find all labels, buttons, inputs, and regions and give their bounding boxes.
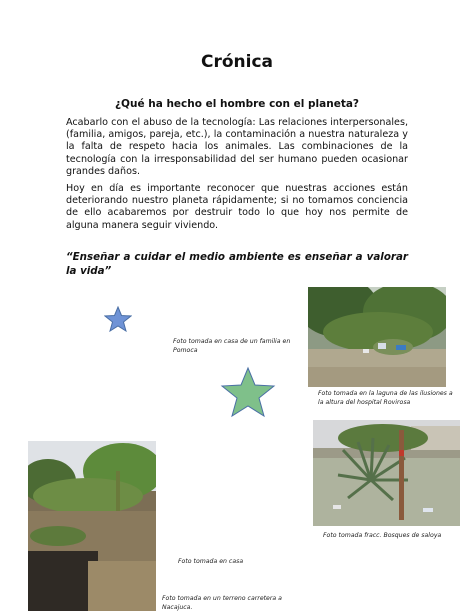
paragraph-2: Hoy en día es importante reconocer que nuestras acciones están deteriorando nuestro planeta rápidamente; si no tomamos conciencia de ello acabaremos por destruir todo lo que hoy nos permite de alguna manera seguir viviendo. [66, 183, 408, 231]
small-star-shape [104, 306, 132, 336]
caption-casa-familia: Foto tomada en casa de un familia en Pomoca [173, 338, 291, 354]
caption-en-casa: Foto tomada en casa [178, 558, 244, 565]
paragraph-1: Acabarlo con el abuso de la tecnología: Las relaciones interpersonales, (familia, amigos, pareja, etc.), la contaminación a nuestra naturaleza y la falta de respeto hacia los animales. Las combinaciones de la tecnología con la irresponsabilidad del ser humano pueden ocasionar grandes daños. [66, 117, 408, 177]
caption-laguna: Foto tomada en la laguna de las ilusiones a la altura del hospital Rovirosa [318, 390, 453, 406]
caption-terreno: Foto tomada en un terreno carretera a Nacajuca. [162, 595, 282, 611]
photo-agave-plant [313, 420, 460, 526]
large-star-shape [220, 366, 276, 422]
photo-burned-field [28, 441, 156, 611]
quote: “Enseñar a cuidar el medio ambiente es enseñar a valorar la vida” [66, 251, 408, 277]
document-title: Crónica [200, 52, 274, 72]
document-subtitle: ¿Qué ha hecho el hombre con el planeta? [114, 98, 360, 110]
caption-bosques: Foto tomada fracc. Bosques de saloya [323, 532, 442, 539]
photo-garden-trash [308, 287, 446, 387]
